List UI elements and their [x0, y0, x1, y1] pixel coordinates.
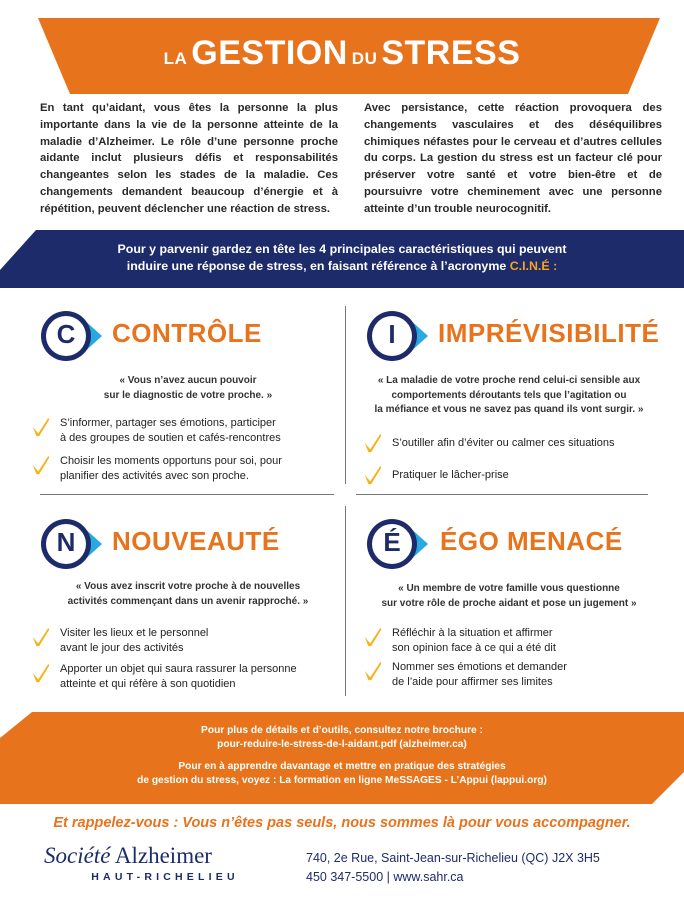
org-address: 740, 2e Rue, Saint-Jean-sur-Richelieu (QC) J2X 3H5 450 347-5500 | www.sahr.ca [306, 849, 600, 887]
title-banner [0, 18, 684, 94]
section-title-ego: ÉGO MENACÉ [440, 526, 623, 556]
quote-controle: « Vous n’avez aucun pouvoir sur le diagnostic de votre proche. » [103, 375, 273, 401]
checkmark-icon [30, 626, 52, 648]
tip-item: S’outiller afin d’éviter ou calmer ces situations [362, 432, 662, 456]
org-contact[interactable]: 450 347-5500 | www.sahr.ca [306, 870, 464, 884]
tip-item: Apporter un objet qui saura rassurer la personne atteinte et qui réfère à son quotidien [30, 662, 340, 694]
section-title-nouveaute: NOUVEAUTÉ [112, 526, 280, 556]
badge-e: É [362, 512, 426, 576]
checkmark-icon [30, 416, 52, 438]
intro-paragraph-left: En tant qu’aidant, vous êtes la personne la plus importante dans la vie de la personne atteinte de la maladie d’Alzheimer. Le rôle d’une personne proche aidante inclut plusieurs défis et responsabilités changeantes selon les stades de la maladie. Ces changements demandent beaucoup d’énergie et à répétition, peuvent déclencher une réaction de stress. [40, 102, 338, 215]
section-title-imprevisibilite: IMPRÉVISIBILITÉ [438, 318, 660, 348]
badge-i: I [362, 304, 426, 368]
tip-item: Nommer ses émotions et demander de l’aide pour affirmer ses limites [362, 660, 662, 692]
checkmark-icon [30, 662, 52, 684]
checkmark-icon [362, 432, 384, 454]
divider-vertical-bottom [345, 506, 346, 696]
footer-line-1: Pour plus de détails et d’outils, consultez notre brochure : [201, 725, 483, 736]
quote-imprevisibilite: « La maladie de votre proche rend celui-ci sensible aux comportements déroutants tels que l’agitation ou la méfiance et vous ne savez pas quand ils vont surgir. » [374, 375, 644, 415]
page-title: LA GESTION DU STRESS [163, 34, 521, 72]
reminder-text: Et rappelez-vous : Vous n’êtes pas seuls, nous sommes là pour vous accompagner. [53, 815, 631, 831]
divider-horizontal-left [40, 494, 334, 495]
intro-paragraph-right: Avec persistance, cette réaction provoquera des changements vasculaires et des déséquilibres chimiques néfastes pour le cerveau et d’autres cellules du corps. La gestion du stress est un facteur clé pour préserver votre santé et votre bien-être et de poursuivre votre cheminement avec une personne atteinte d’un trouble neurocognitif. [364, 102, 662, 215]
checkmark-icon [362, 464, 384, 486]
tip-item: Choisir les moments opportuns pour soi, pour planifier des activités avec son proche. [30, 454, 340, 486]
tip-item: Réfléchir à la situation et affirmer son opinion face à ce qui a été dit [362, 626, 662, 658]
tip-item: Pratiquer le lâcher-prise [362, 464, 662, 488]
section-title-controle: CONTRÔLE [112, 318, 262, 348]
tip-item: Visiter les lieux et le personnel avant le jour des activités [30, 626, 340, 658]
quote-nouveaute: « Vous avez inscrit votre proche à de nouvelles activités commençant dans un avenir rapproché. » [67, 581, 309, 607]
acronym: C.I.N.É : [509, 259, 558, 273]
tip-item: S’informer, partager ses émotions, participer à des groupes de soutien et cafés-rencontres [30, 416, 340, 448]
org-logo: Société Alzheimer [44, 843, 212, 868]
acronym-banner [0, 230, 684, 288]
quote-ego: « Un membre de votre famille vous questionne sur votre rôle de proche aidant et pose un jugement » [381, 583, 637, 609]
badge-n: N [36, 512, 100, 576]
brochure-link[interactable]: pour-reduire-le-stress-de-l-aidant.pdf (alzheimer.ca) [217, 739, 467, 750]
divider-vertical-top [345, 306, 346, 484]
checkmark-icon [30, 454, 52, 476]
badge-c: C [36, 304, 100, 368]
footer-line-3: Pour en à apprendre davantage et mettre en pratique des stratégies [178, 761, 506, 772]
resources-banner [0, 712, 684, 804]
divider-horizontal-right [356, 494, 648, 495]
training-link[interactable]: de gestion du stress, voyez : La formation en ligne MeSSAGES - L’Appui (lappui.org) [137, 775, 547, 786]
checkmark-icon [362, 660, 384, 682]
org-subtitle: HAUT-RICHELIEU [91, 871, 239, 883]
checkmark-icon [362, 626, 384, 648]
acronym-banner-text: Pour y parvenir gardez en tête les 4 principales caractéristiques qui peuvent induire une réponse de stress, en faisant référence à l’acronyme C.I.N.É : [117, 242, 567, 273]
